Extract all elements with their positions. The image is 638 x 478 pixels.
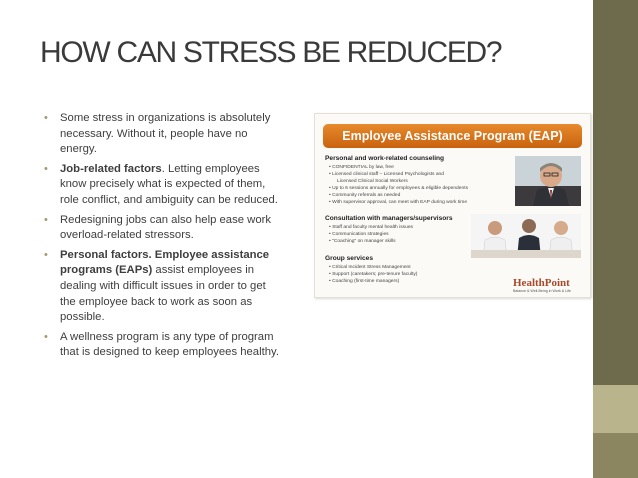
bullet-marker: • bbox=[44, 112, 48, 124]
eap-section-item: • Community referrals as needed bbox=[329, 193, 401, 198]
eap-section-item: • Communication strategies bbox=[329, 232, 389, 237]
eap-section-title: Consultation with managers/supervisors bbox=[325, 215, 453, 222]
bullet-marker: • bbox=[44, 162, 48, 175]
healthpoint-logo: HealthPoint bbox=[513, 277, 570, 289]
eap-image bbox=[314, 113, 591, 298]
bullet-marker: • bbox=[44, 213, 48, 226]
eap-section-item: • Critical Incident Stress Management bbox=[329, 265, 411, 270]
bullet-list bbox=[44, 111, 284, 365]
eap-section-item: • "Coaching" on manager skills bbox=[329, 239, 396, 244]
slide-title: HOW CAN STRESS BE REDUCED? bbox=[40, 36, 502, 69]
bullet-bold: Personal factors. Employee assistance programs (EAPs) bbox=[60, 248, 270, 277]
bullet-marker: • bbox=[44, 330, 48, 343]
bullet-item bbox=[44, 162, 284, 209]
eap-section-item: • Coaching (first-time managers) bbox=[329, 279, 400, 284]
eap-section-item: • CONFIDENTIAL by law, free bbox=[329, 165, 394, 170]
eap-section-item: • Up to 6 sessions annually for employees & eligible dependents bbox=[329, 186, 469, 191]
bullet-bold: Job-related factors bbox=[60, 162, 162, 175]
bullet-item bbox=[44, 213, 284, 244]
eap-section-item: • Support (caretakers; pre-tenure faculty) bbox=[329, 272, 418, 277]
bullet-item bbox=[44, 248, 284, 326]
counseling-photo bbox=[515, 156, 581, 206]
bullet-text: A wellness program is any type of program that is designed to keep employees healthy. bbox=[60, 330, 279, 359]
eap-section-title: Personal and work-related counseling bbox=[325, 155, 445, 162]
bullet-text: . Letting employees know precisely what is expected of them, role conflict, and ambiguity can be reduced. bbox=[60, 162, 278, 206]
bullet-item bbox=[44, 111, 284, 158]
eap-section-item: • Licensed clinical staff – Licensed Psychologists and bbox=[329, 172, 444, 177]
sidebar-accent-block bbox=[593, 385, 638, 433]
eap-section-item: • Staff and faculty mental health issues bbox=[329, 225, 414, 230]
eap-section-item: Licensed Clinical Social Workers bbox=[337, 179, 408, 184]
consultation-photo bbox=[471, 214, 581, 258]
bullet-item bbox=[44, 330, 284, 361]
sidebar-accent-block-bottom bbox=[593, 433, 638, 478]
eap-header: Employee Assistance Program (EAP) bbox=[323, 124, 582, 148]
bullet-text: Redesigning jobs can also help ease work overload-related stressors. bbox=[60, 213, 272, 242]
bullet-text: Some stress in organizations is absolutely necessary. Without it, people have no energy. bbox=[60, 112, 271, 156]
healthpoint-tagline: Balance & Well-Being in Work & Life bbox=[513, 289, 571, 293]
eap-section-item: • With supervisor approval, can meet with EAP during work time bbox=[329, 200, 468, 205]
eap-section-title: Group services bbox=[325, 255, 374, 262]
bullet-marker: • bbox=[44, 248, 48, 261]
bullet-text: assist employees in dealing with difficult issues in order to get the employee back to work as soon as possible. bbox=[60, 264, 266, 324]
